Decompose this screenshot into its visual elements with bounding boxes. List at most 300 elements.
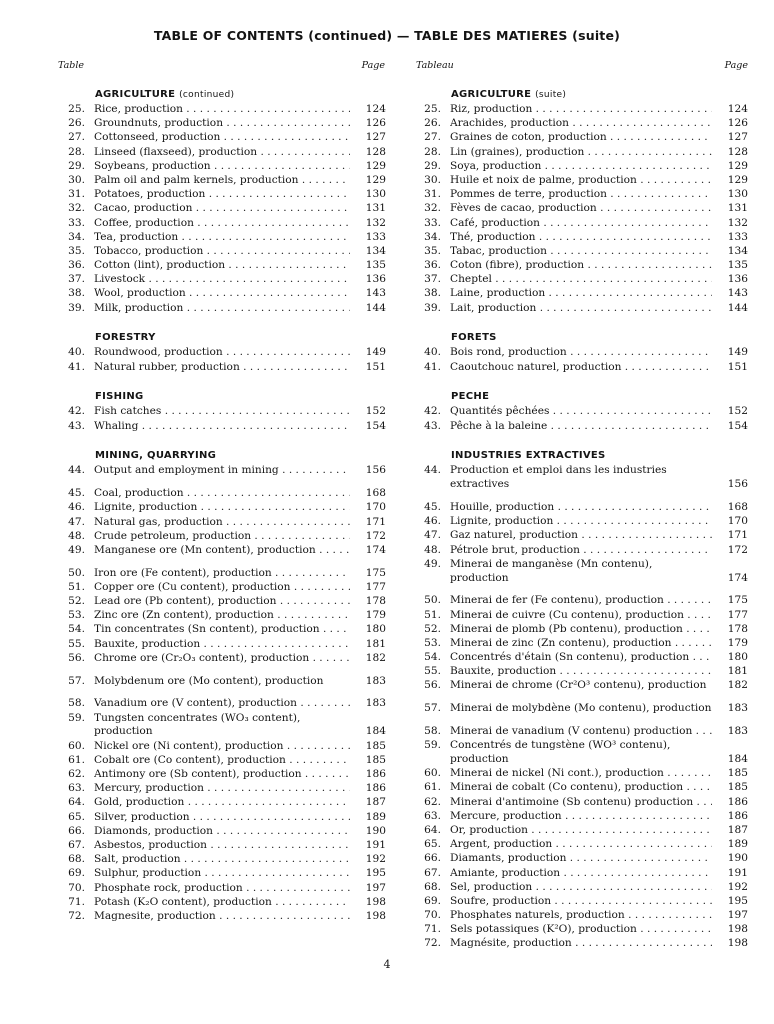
entry-page: 177 (365, 580, 386, 593)
section-title-text: INDUSTRIES EXTRACTIVES (451, 450, 606, 462)
entry-number: 35. (68, 244, 85, 257)
section-mining (58, 447, 386, 923)
entry-label: Soufre, production . . . (450, 895, 712, 909)
entry-page: 129 (727, 173, 748, 186)
toc-entry (58, 361, 386, 375)
entry-number: 61. (424, 781, 441, 794)
entry-label: Molybdenum ore (Mo content), production (94, 674, 324, 687)
entry-label: Palm oil and palm kernels, production . . . (94, 174, 350, 188)
entry-number: 54. (68, 623, 85, 636)
entry-page: 198 (727, 923, 748, 936)
entry-label: Tea, production . . . (94, 231, 350, 245)
entry-label: Minerai de manganèse (Mn contenu), production (450, 557, 653, 584)
entry-page: 131 (727, 202, 748, 215)
entry-label: Manganese ore (Mn content), production . . . (94, 544, 350, 558)
entry-number: 33. (68, 216, 85, 229)
entry-page: 185 (727, 767, 748, 780)
entry-number: 48. (424, 543, 441, 556)
entry-label: Fish catches . . . (94, 405, 350, 419)
entry-page: 156 (727, 478, 748, 491)
entry-number: 53. (68, 609, 85, 622)
toc-entry (414, 188, 748, 202)
entry-label: Tobacco, production . . . (94, 245, 350, 259)
toc-entry (58, 638, 386, 652)
toc-entry (58, 839, 386, 853)
toc-entry (414, 117, 748, 131)
entry-number: 52. (68, 595, 85, 608)
entry-page: 198 (365, 895, 386, 908)
entry-label: Minerai de molybdène (Mo contenu), production (450, 702, 712, 715)
entry-number: 65. (68, 810, 85, 823)
entry-number: 29. (68, 159, 85, 172)
entry-page: 186 (727, 809, 748, 822)
entry-label: Riz, production . . . (450, 103, 712, 117)
entry-page: 156 (365, 464, 386, 477)
entry-number: 44. (68, 464, 85, 477)
toc-entry (414, 501, 748, 515)
toc-entry (58, 346, 386, 360)
toc-entry (58, 768, 386, 782)
entry-page: 182 (365, 651, 386, 664)
entry-number: 45. (68, 487, 85, 500)
entry-page: 170 (727, 515, 748, 528)
entry-number: 70. (424, 909, 441, 922)
entry-page: 127 (727, 131, 748, 144)
entry-page: 183 (365, 674, 386, 687)
toc-entry (414, 767, 748, 781)
section-title (95, 447, 386, 464)
entry-page: 197 (727, 909, 748, 922)
toc-entry (414, 895, 748, 909)
entry-page: 190 (727, 852, 748, 865)
entry-page: 170 (365, 501, 386, 514)
toc-entry (58, 217, 386, 231)
entry-number: 48. (68, 529, 85, 542)
toc-entry (58, 487, 386, 501)
entry-page: 134 (365, 244, 386, 257)
entry-label: Pommes de terre, production . . . (450, 188, 712, 202)
toc-entry (58, 302, 386, 316)
toc-entry (58, 623, 386, 637)
entry-page: 135 (365, 259, 386, 272)
entry-label: Minerai d'antimoine (Sb contenu) production . . . (450, 796, 712, 810)
entry-label: Lin (graines), production . . . (450, 146, 712, 160)
entry-page: 185 (365, 739, 386, 752)
entry-number: 55. (68, 637, 85, 650)
entry-label: Antimony ore (Sb content), production . . . (94, 768, 350, 782)
entry-page: 195 (727, 894, 748, 907)
entry-page: 183 (365, 697, 386, 710)
toc-entry (414, 558, 748, 586)
toc-entry (414, 346, 748, 360)
entry-page: 132 (365, 216, 386, 229)
toc-entry (58, 420, 386, 434)
entry-label: Minerai de cuivre (Cu contenu), production . . . (450, 609, 712, 623)
toc-entry (414, 287, 748, 301)
entry-number: 51. (68, 580, 85, 593)
tableau-column-header: Tableau (416, 60, 454, 71)
entry-label: Sel, production . . . (450, 881, 712, 895)
entry-label: Lait, production . . . (450, 302, 712, 316)
entry-label: Nickel ore (Ni content), production . . . (94, 740, 350, 754)
entry-page: 185 (727, 781, 748, 794)
entry-number: 55. (424, 665, 441, 678)
toc-entry (58, 259, 386, 273)
page-column-header-fr: Page (724, 60, 748, 71)
toc-entry (58, 825, 386, 839)
toc-entry (58, 796, 386, 810)
toc-entry (414, 405, 748, 419)
entry-page: 191 (727, 866, 748, 879)
section-title (95, 329, 386, 346)
entry-page: 172 (727, 543, 748, 556)
toc-entry (414, 420, 748, 434)
entry-number: 68. (424, 880, 441, 893)
entry-page: 185 (365, 753, 386, 766)
entry-page: 177 (727, 608, 748, 621)
entry-page: 151 (727, 360, 748, 373)
entry-page: 128 (365, 145, 386, 158)
entry-label: Phosphate rock, production . . . (94, 882, 350, 896)
entry-page: 128 (727, 145, 748, 158)
entry-label: Potash (K₂O content), production . . . (94, 896, 350, 910)
section-title (95, 388, 386, 405)
toc-entry (414, 702, 748, 716)
toc-entry (414, 725, 748, 739)
entry-label: Iron ore (Fe content), production . . . (94, 567, 350, 581)
entry-number: 27. (424, 131, 441, 144)
entry-label: Rice, production . . . (94, 103, 350, 117)
entry-number: 69. (424, 894, 441, 907)
toc-entry (414, 594, 748, 608)
entry-label: Gaz naturel, production . . . (450, 529, 712, 543)
entry-page: 132 (727, 216, 748, 229)
entry-page: 168 (365, 487, 386, 500)
entry-page: 133 (727, 230, 748, 243)
entry-number: 33. (424, 216, 441, 229)
entry-number: 29. (424, 159, 441, 172)
entry-page: 186 (727, 795, 748, 808)
entry-page: 171 (727, 529, 748, 542)
toc-entry (414, 852, 748, 866)
entry-label: Or, production . . . (450, 824, 712, 838)
toc-entry (58, 675, 386, 689)
entry-page: 133 (365, 230, 386, 243)
entry-label: Graines de coton, production . . . (450, 131, 712, 145)
toc-entry (58, 501, 386, 515)
section-agriculture (414, 86, 748, 315)
entry-page: 127 (365, 131, 386, 144)
entry-page: 192 (727, 880, 748, 893)
toc-entry (58, 712, 386, 740)
entry-label: Production et emploi dans les industries extractives (450, 464, 667, 491)
entry-number: 46. (68, 501, 85, 514)
toc-entry (58, 782, 386, 796)
entry-page: 134 (727, 244, 748, 257)
toc-entry (414, 824, 748, 838)
entry-label: Bauxite, production . . . (94, 638, 350, 652)
entry-page: 187 (365, 796, 386, 809)
entry-label: Coal, production . . . (94, 487, 350, 501)
entry-page: 195 (365, 867, 386, 880)
entry-page: 181 (365, 637, 386, 650)
entry-page: 126 (365, 117, 386, 130)
toc-entry (414, 245, 748, 259)
entry-label: Tin concentrates (Sn content), production . . . (94, 623, 350, 637)
entry-number: 25. (424, 103, 441, 115)
entry-number: 64. (68, 796, 85, 809)
entry-number: 62. (68, 768, 85, 780)
section-title-suffix: (continued) (179, 90, 235, 100)
toc-entry (414, 838, 748, 852)
entry-number: 40. (424, 346, 441, 359)
entry-number: 56. (424, 679, 441, 692)
entry-number: 49. (68, 543, 85, 556)
page-title: TABLE OF CONTENTS (continued) — TABLE DES MATIERES (suite) (153, 28, 621, 43)
entry-label: Quantités pêchées . . . (450, 405, 712, 419)
toc-entry (414, 160, 748, 174)
entry-label: Sels potassiques (K²O), production . . . (450, 923, 712, 937)
entry-number: 28. (424, 145, 441, 158)
toc-entry (414, 909, 748, 923)
toc-entry (58, 287, 386, 301)
entry-page: 130 (727, 188, 748, 201)
entry-number: 66. (424, 852, 441, 865)
entry-page: 144 (727, 301, 748, 314)
entry-label: Chrome ore (Cr₂O₃ content), production . . . (94, 652, 350, 666)
toc-entry (414, 259, 748, 273)
entry-page: 143 (727, 287, 748, 300)
entry-number: 42. (424, 405, 441, 418)
toc-entry (414, 202, 748, 216)
entry-number: 63. (68, 782, 85, 795)
entry-label: Arachides, production . . . (450, 117, 712, 131)
entry-page: 183 (727, 702, 748, 715)
entry-page: 182 (727, 679, 748, 692)
toc-entry (58, 516, 386, 530)
entry-label: Amiante, production . . . (450, 867, 712, 881)
entry-label: Lignite, production . . . (94, 501, 350, 515)
entry-page: 184 (727, 753, 748, 766)
entry-label: Caoutchouc naturel, production . . . (450, 361, 712, 375)
section-title (451, 447, 748, 464)
entry-number: 38. (68, 287, 85, 300)
entry-number: 53. (424, 636, 441, 649)
entry-page: 179 (727, 636, 748, 649)
entry-number: 34. (424, 230, 441, 243)
entry-page: 198 (727, 937, 748, 950)
section-title (95, 86, 386, 103)
entry-number: 62. (424, 795, 441, 808)
entry-page: 154 (365, 419, 386, 432)
entry-label: Sulphur, production . . . (94, 867, 350, 881)
toc-entry (414, 609, 748, 623)
entry-label: Linseed (flaxseed), production . . . (94, 146, 350, 160)
entry-label: Vanadium ore (V content), production . . . (94, 697, 350, 711)
entry-page: 186 (365, 768, 386, 780)
toc-entry (58, 882, 386, 896)
section-agriculture (58, 86, 386, 315)
entry-number: 54. (424, 651, 441, 664)
toc-entry (414, 810, 748, 824)
entry-page: 190 (365, 824, 386, 837)
entry-number: 61. (68, 753, 85, 766)
entry-number: 64. (424, 823, 441, 836)
entry-number: 71. (68, 895, 85, 908)
entry-page: 174 (727, 571, 748, 584)
entry-label: Livestock . . . (94, 273, 350, 287)
entry-page: 126 (727, 117, 748, 130)
entry-page: 174 (365, 543, 386, 556)
section-title-text: FORETS (451, 332, 497, 344)
entry-number: 31. (424, 188, 441, 201)
entry-number: 52. (424, 622, 441, 635)
entry-page: 172 (365, 529, 386, 542)
entry-page: 149 (727, 346, 748, 359)
entry-page: 180 (727, 651, 748, 664)
entry-label: Minerai de zinc (Zn contenu), production . . . (450, 637, 712, 651)
entry-label: Output and employment in mining . . . (94, 464, 350, 478)
section-title-text: AGRICULTURE (95, 89, 176, 100)
entry-page: 131 (365, 202, 386, 215)
entry-label: Copper ore (Cu content), production . . . (94, 581, 350, 595)
toc-entry (58, 202, 386, 216)
entry-number: 70. (68, 881, 85, 894)
toc-entry (58, 811, 386, 825)
entry-page: 175 (727, 594, 748, 607)
entry-label: Pétrole brut, production . . . (450, 544, 712, 558)
entry-label: Huile et noix de palme, production . . . (450, 174, 712, 188)
toc-entry (58, 867, 386, 881)
toc-entry (58, 530, 386, 544)
entry-number: 49. (424, 557, 441, 570)
entry-label: Silver, production . . . (94, 811, 350, 825)
entry-label: Mercury, production . . . (94, 782, 350, 796)
section-title-text: FORESTRY (95, 332, 156, 344)
entry-label: Wool, production . . . (94, 287, 350, 301)
toc-entry (58, 609, 386, 623)
toc-entry (58, 581, 386, 595)
entry-page: 136 (727, 273, 748, 286)
entry-page: 178 (727, 622, 748, 635)
entry-page: 192 (365, 853, 386, 866)
toc-entry (58, 188, 386, 202)
entry-label: Magnésite, production . . . (450, 937, 712, 951)
toc-entry (58, 853, 386, 867)
toc-entry (58, 117, 386, 131)
section-forestry (58, 329, 386, 374)
toc-entry (414, 361, 748, 375)
entry-number: 57. (68, 674, 85, 687)
entry-page: 124 (365, 103, 386, 115)
entry-label: Salt, production . . . (94, 853, 350, 867)
section-title (451, 388, 748, 405)
toc-entry (414, 231, 748, 245)
entry-number: 36. (424, 259, 441, 272)
french-column (414, 86, 748, 965)
entry-number: 57. (424, 702, 441, 715)
toc-entry (414, 796, 748, 810)
entry-label: Minerai de nickel (Ni cont.), production . . . (450, 767, 712, 781)
entry-label: Cotton (lint), production . . . (94, 259, 350, 273)
entry-label: Soybeans, production . . . (94, 160, 350, 174)
toc-entry (58, 896, 386, 910)
entry-label: Groundnuts, production . . . (94, 117, 350, 131)
entry-label: Cheptel . . . (450, 273, 712, 287)
section-title-suffix: (suite) (535, 90, 567, 100)
toc-entry (414, 529, 748, 543)
toc-entry (414, 679, 748, 693)
entry-number: 44. (424, 464, 441, 477)
entry-number: 30. (68, 173, 85, 186)
section-title (451, 329, 748, 346)
entry-label: Coton (fibre), production . . . (450, 259, 712, 273)
section-title (451, 86, 748, 103)
entry-page: 181 (727, 665, 748, 678)
entry-page: 129 (365, 173, 386, 186)
entry-label: Bauxite, production . . . (450, 665, 712, 679)
entry-number: 34. (68, 230, 85, 243)
entry-number: 26. (424, 117, 441, 130)
entry-label: Milk, production . . . (94, 302, 350, 316)
toc-entry (58, 595, 386, 609)
entry-number: 58. (68, 697, 85, 710)
entry-label: Argent, production . . . (450, 838, 712, 852)
entry-number: 39. (68, 301, 85, 314)
toc-entry (414, 739, 748, 767)
entry-number: 25. (68, 103, 85, 115)
entry-page: 179 (365, 609, 386, 622)
entry-page: 189 (365, 810, 386, 823)
toc-entry (414, 464, 748, 492)
toc-entry (58, 910, 386, 924)
toc-entry (414, 174, 748, 188)
entry-number: 59. (68, 711, 85, 724)
entry-label: Lead ore (Pb content), production . . . (94, 595, 350, 609)
entry-label: Magnesite, production . . . (94, 910, 350, 924)
entry-label: Natural rubber, production . . . (94, 361, 350, 375)
entry-page: 191 (365, 838, 386, 851)
entry-page: 130 (365, 188, 386, 201)
entry-label: Pêche à la baleine . . . (450, 420, 712, 434)
entry-page: 129 (365, 159, 386, 172)
entry-number: 50. (68, 566, 85, 579)
toc-entry (58, 231, 386, 245)
entry-label: Natural gas, production . . . (94, 516, 350, 530)
entry-label: Gold, production . . . (94, 796, 350, 810)
entry-number: 36. (68, 259, 85, 272)
entry-label: Bois rond, production . . . (450, 346, 712, 360)
section-forestry (414, 329, 748, 374)
toc-entry (414, 923, 748, 937)
toc-entry (58, 174, 386, 188)
toc-entry (414, 103, 748, 117)
section-fishing (414, 388, 748, 433)
entry-page: 143 (365, 287, 386, 300)
entry-number: 28. (68, 145, 85, 158)
entry-page: 135 (727, 259, 748, 272)
entry-label: Fèves de cacao, production . . . (450, 202, 712, 216)
entry-page: 129 (727, 159, 748, 172)
entry-label: Minerai de fer (Fe contenu), production . . . (450, 594, 712, 608)
entry-label: Asbestos, production . . . (94, 839, 350, 853)
entry-page: 152 (727, 405, 748, 418)
entry-page: 149 (365, 346, 386, 359)
entry-number: 47. (68, 515, 85, 528)
entry-number: 43. (68, 419, 85, 432)
entry-page: 197 (365, 881, 386, 894)
toc-entry (414, 544, 748, 558)
